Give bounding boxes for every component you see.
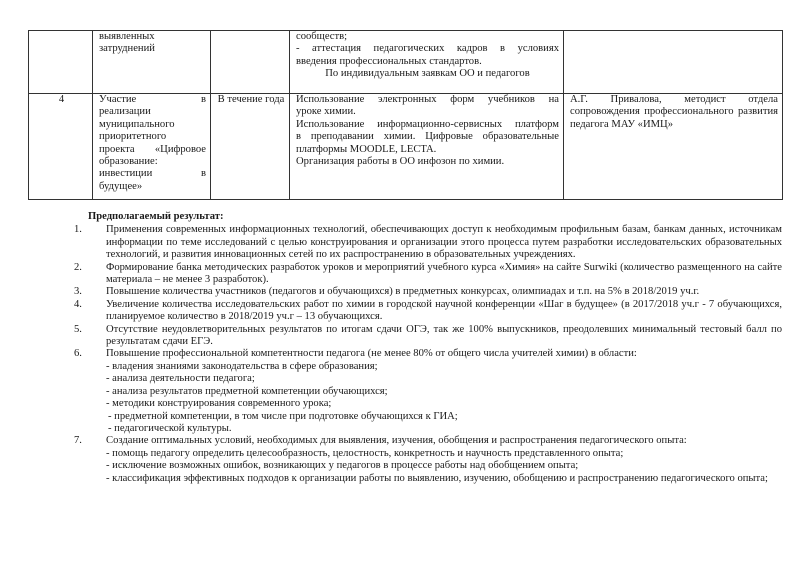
item-number: 3.: [74, 286, 82, 298]
plan-table: [28, 30, 783, 200]
result-item: [74, 286, 782, 298]
result-item: [74, 224, 782, 261]
item-text: Повышение профессиональной компетентности педагога (не менее 80% от общего числа учителей химии) в области:: [106, 348, 637, 360]
item-number: 7.: [74, 435, 82, 447]
expected-results-section: [74, 211, 782, 485]
activity-line: проекта «Цифровое: [99, 143, 206, 155]
activity-line: реализации: [99, 106, 151, 118]
content-line: введения профессиональных стандартов.: [296, 55, 482, 67]
item-text: Формирование банка методических разработок уроков и мероприятий учебного курса «Химия» на сайте Surwiki (количество размещенного на сайте материала – не менее 3 разработок).: [106, 261, 782, 286]
activity-line: выявленных: [99, 31, 155, 42]
content-line: платформы MOODLE, LECTA.: [296, 143, 437, 155]
item-number: 2.: [74, 261, 82, 273]
result-item: [74, 323, 782, 349]
sub-item: - методики конструирования современного урока;: [106, 398, 332, 410]
result-item: [74, 261, 782, 287]
result-item: [74, 435, 782, 485]
result-item: [74, 298, 782, 324]
content-line: Использование информационно-сервисных платформ: [296, 118, 559, 130]
activity-line: инвестиции в: [99, 168, 206, 180]
sub-item: - предметной компетенции, в том числе при подготовке обучающихся к ГИА;: [108, 410, 458, 422]
activity-line: Участие в: [99, 94, 206, 105]
activity-cell: [93, 31, 211, 94]
item-text: Отсутствие неудовлетворительных результатов по итогам сдачи ОГЭ, так же 100% выпускников, преодолевших минимальный тестовый балл по результатам сдачи ЕГЭ.: [106, 323, 782, 348]
row-number-cell: 4: [29, 94, 93, 200]
sub-item: - владения знаниями законодательства в сфере образования;: [106, 360, 378, 372]
sub-item: - помощь педагогу определить целесообразность, целостность, конкретность и научность представленного опыта;: [106, 447, 624, 459]
table-row: [29, 94, 783, 200]
content-line: в преподавании химии. Цифровые образовательные: [296, 131, 559, 143]
activity-line: образование:: [99, 156, 158, 168]
item-number: 1.: [74, 224, 82, 236]
section-title: Предполагаемый результат:: [88, 211, 224, 222]
activity-line: муниципального: [99, 118, 175, 130]
content-line: Организация работы в ОО инфозон по химии.: [296, 156, 505, 168]
activity-cell: [93, 94, 211, 200]
content-line: сообществ;: [296, 31, 348, 42]
sub-item: - классификация эффективных подходов к организации работы по выявлению, изучению, обобщению и распространению педагогического опыта;: [106, 472, 768, 484]
content-line: Использование электронных форм учебников на: [296, 94, 559, 105]
item-number: 6.: [74, 348, 82, 360]
content-line: уроке химии.: [296, 106, 356, 118]
content-center-line: По индивидуальным заявкам ОО и педагогов: [325, 68, 530, 80]
table-row: [29, 31, 783, 94]
sub-item: - анализа результатов предметной компетенции обучающихся;: [106, 385, 388, 397]
result-item: [74, 348, 782, 435]
content-cell: [290, 31, 564, 94]
content-line: - аттестация педагогических кадров в условиях: [296, 43, 559, 55]
responsible-cell: А.Г. Привалова, методист отдела сопровождения профессионального развития педагога МАУ «ИМЦ»: [564, 94, 783, 200]
content-cell: [290, 94, 564, 200]
sub-item: - педагогической культуры.: [108, 422, 232, 434]
activity-line: приоритетного: [99, 131, 167, 143]
item-text: Увеличение количества исследовательских работ по химии в городской научной конференции «Шаг в будущее» (в 2017/2018 уч.г - 7 обучающихся, планируемое количество в 2018/2019 уч.г – 13 обучающихся.: [106, 298, 782, 323]
period-cell: В течение года: [211, 94, 290, 200]
activity-line: затруднений: [99, 43, 155, 55]
item-number: 4.: [74, 298, 82, 310]
period-cell: [211, 31, 290, 94]
item-text: Применения современных информационных технологий, обеспечивающих доступ к необходимым профильным базам, банкам данных, источникам информации по теме исследований с целью конструирования и организации этого процесса путем разработки исследовательских образовательных технологий, и развития инновационных сетей по их распространению в образовательных учреждениях.: [106, 224, 782, 261]
item-number: 5.: [74, 323, 82, 335]
responsible-cell: [564, 31, 783, 94]
item-text: Создание оптимальных условий, необходимых для выявления, изучения, обобщения и распространения педагогического опыта:: [106, 435, 687, 447]
row-number-cell: [29, 31, 93, 94]
sub-item: - анализа деятельности педагога;: [106, 373, 255, 385]
activity-line: будущее»: [99, 180, 143, 192]
sub-item: - исключение возможных ошибок, возникающих у педагогов в процессе работы над обобщением опыта;: [106, 460, 579, 472]
item-text: Повышение количества участников (педагогов и обучающихся) в предметных конкурсах, олимпиадах и т.п. на 5% в 2018/2019 уч.г.: [106, 286, 700, 298]
